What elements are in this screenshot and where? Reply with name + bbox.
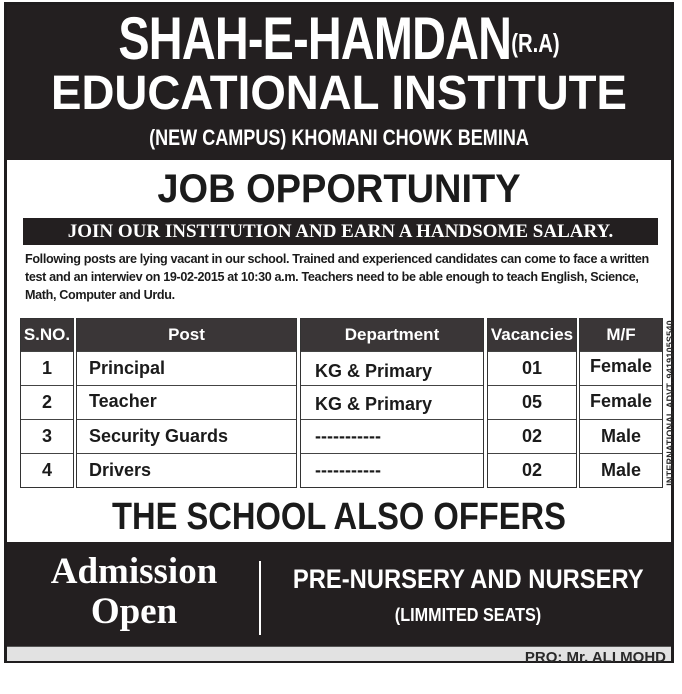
- header-banner: [7, 5, 671, 160]
- institute-type: EDUCATIONAL INSTITUTE: [51, 67, 627, 120]
- campus-address: (NEW CAMPUS) KHOMANI CHOWK BEMINA: [149, 125, 529, 150]
- job-heading: JOB OPPORTUNITY: [157, 167, 521, 211]
- cell-vacancies: 02: [488, 419, 576, 453]
- cell-sno: 3: [21, 419, 73, 453]
- pro-contact: PRO: Mr. ALI MOHD: [524, 649, 666, 666]
- divider: [259, 561, 261, 635]
- admission-banner: [7, 542, 671, 646]
- cell-sno: 4: [21, 453, 73, 487]
- admission-line2: Open: [90, 591, 178, 632]
- honorific-suffix: (R.A): [511, 28, 560, 58]
- institute-name-text: SHAH-E-HAMDAN: [118, 5, 512, 72]
- cell-vacancies: 01: [488, 351, 576, 385]
- advertisement-frame: [4, 2, 674, 663]
- cell-gender: Female: [580, 385, 662, 419]
- header-post: Post: [77, 319, 296, 351]
- cell-vacancies: 02: [488, 453, 576, 487]
- header-department: Department: [301, 319, 483, 351]
- cell-department: -----------: [301, 419, 483, 453]
- advertisement-code-text: INTERNATIONAL ADVT. 9419105S540: [665, 320, 675, 486]
- cell-post: Principal: [77, 351, 296, 385]
- cell-sno: 1: [21, 351, 73, 385]
- cell-vacancies: 05: [488, 385, 576, 419]
- limited-seats-note: (LIMMITED SEATS): [394, 605, 542, 625]
- cell-post: Drivers: [77, 453, 296, 487]
- job-description: Following posts are lying vacant in our school. Trained and experienced candidates can come to face a written test and an interwiev on 19-02-2015 at 10:30 a.m. Teachers need to be able enough to teach English, Science, Math, Computer and Urdu.: [25, 252, 649, 302]
- advertisement-code: [663, 319, 677, 487]
- admission-open: [21, 552, 247, 632]
- cell-gender: Female: [580, 351, 662, 385]
- cell-department: KG & Primary: [301, 385, 483, 419]
- programs-offered: PRE-NURSERY AND NURSERY: [292, 564, 644, 594]
- cell-post: Teacher: [77, 385, 296, 419]
- cell-gender: Male: [580, 453, 662, 487]
- cell-post: Security Guards: [77, 419, 296, 453]
- cell-department: KG & Primary: [301, 351, 483, 385]
- header-vacancies: Vacancies: [488, 319, 576, 351]
- cell-sno: 2: [21, 385, 73, 419]
- cell-gender: Male: [580, 419, 662, 453]
- admission-line1: Admission: [50, 551, 218, 592]
- offers-heading: THE SCHOOL ALSO OFFERS: [112, 496, 566, 538]
- cell-department: -----------: [301, 453, 483, 487]
- header-gender: M/F: [580, 319, 662, 351]
- salary-tagline: JOIN OUR INSTITUTION AND EARN A HANDSOME SALARY.: [23, 218, 658, 245]
- header-sno: S.NO.: [21, 319, 73, 351]
- institute-name: [80, 7, 598, 71]
